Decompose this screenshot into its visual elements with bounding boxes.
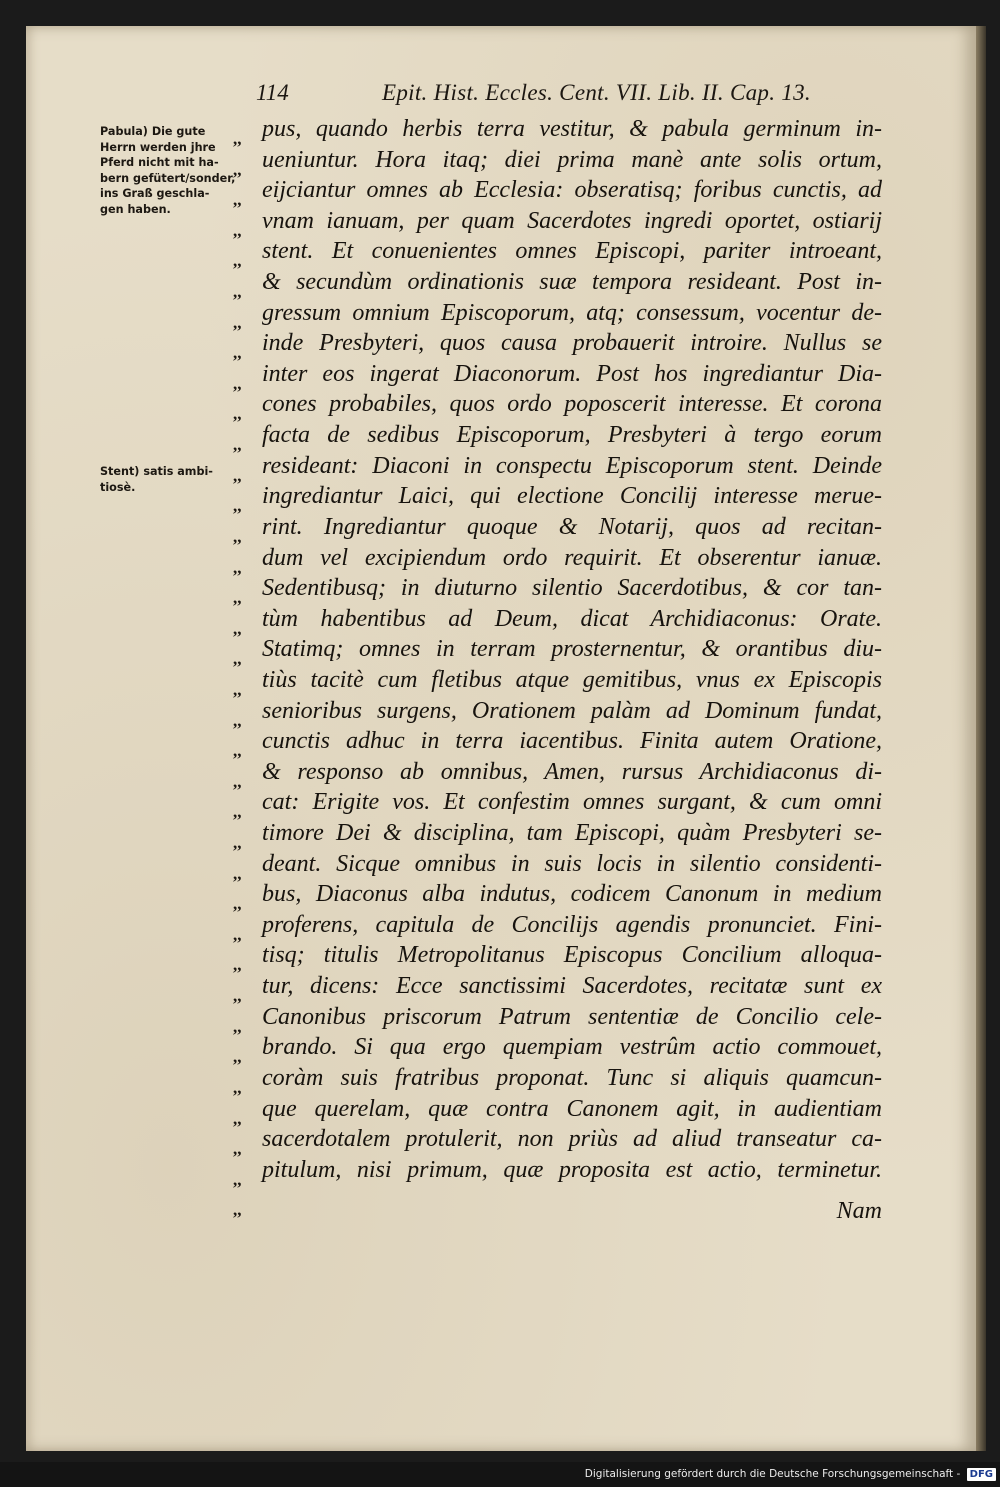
text-line: tur, dicens: Ecce sanctissimi Sacerdotes, recitatæ sunt ex <box>262 973 882 1000</box>
text-line: eijciantur omnes ab Ecclesia: obseratisq; foribus cunctis, ad <box>262 177 882 204</box>
quotation-mark: ,, <box>233 618 242 638</box>
margin-note-line: bern gefütert/sonder, <box>100 171 236 185</box>
text-line: sacerdotalem protulerit, non priùs ad aliud transeatur ca- <box>262 1126 882 1153</box>
quotation-mark: ,, <box>233 220 242 240</box>
quotation-mark: ,, <box>233 710 242 730</box>
text-line: facta de sedibus Episcoporum, Presbyteri à tergo eorum <box>262 422 882 449</box>
quotation-mark: ,, <box>233 404 242 424</box>
quotation-mark: ,, <box>233 129 242 148</box>
digitization-credit <box>560 1468 996 1481</box>
quotation-mark: ,, <box>233 465 242 485</box>
quotation-mark: ,, <box>233 955 242 975</box>
margin-note-pabula <box>100 124 246 218</box>
quotation-mark-column <box>233 124 259 1226</box>
quotation-mark: ,, <box>233 282 242 302</box>
quotation-mark: ,, <box>233 1047 242 1067</box>
margin-note-line: ins Graß geschla- <box>100 187 210 201</box>
text-line: gressum omnium Episcoporum, atq; consessum, vocentur de- <box>262 299 882 326</box>
text-line: Canonibus priscorum Patrum sententiæ de Concilio cele- <box>262 1003 882 1030</box>
quotation-mark: ,, <box>233 986 242 1006</box>
text-line: timore Dei & disciplina, tam Episcopi, quàm Presbyteri se- <box>262 820 882 847</box>
text-line: coràm suis fratribus proponat. Tunc si aliquis quamcun- <box>262 1064 882 1091</box>
quotation-mark: ,, <box>233 190 242 210</box>
text-line: proferens, capitula de Concilijs agendis pronunciet. Fini- <box>262 911 882 938</box>
quotation-mark: ,, <box>233 312 242 332</box>
quotation-mark: ,, <box>233 496 242 516</box>
text-line: stent. Et conuenientes omnes Episcopi, pariter introeant, <box>262 238 882 265</box>
text-line: Sedentibusq; in diuturno silentio Sacerdotibus, & cor tan- <box>262 575 882 602</box>
text-line: inter eos ingerat Diaconorum. Post hos ingrediantur Dia- <box>262 360 882 387</box>
quotation-mark: ,, <box>233 526 242 546</box>
quotation-mark: ,, <box>233 373 242 393</box>
text-line: cunctis adhuc in terra iacentibus. Finita autem Oratione, <box>262 728 882 755</box>
text-line: bus, Diaconus alba indutus, codicem Canonum in medium <box>262 881 882 908</box>
quotation-mark: ,, <box>233 741 242 761</box>
quotation-mark: ,, <box>233 649 242 669</box>
quotation-mark: ,, <box>233 894 242 914</box>
page-edge <box>976 26 986 1451</box>
quotation-mark: ,, <box>233 435 242 455</box>
quotation-mark: ,, <box>233 251 242 271</box>
text-line: tisq; titulis Metropolitanus Episcopus Concilium alloqua- <box>262 942 882 969</box>
quotation-mark: ,, <box>233 1077 242 1097</box>
text-line: resideant: Diaconi in conspectu Episcoporum stent. Deinde <box>262 452 882 479</box>
text-line: tiùs tacitè cum fletibus atque gemitibus, vnus ex Episcopis <box>262 666 882 693</box>
catchword: Nam <box>836 1198 882 1224</box>
text-line: ingrediantur Laici, qui electione Concilij interesse merue- <box>262 483 882 510</box>
text-line: & responso ab omnibus, Amen, rursus Archidiaconus di- <box>262 758 882 785</box>
text-line: cat: Erigite vos. Et confestim omnes surgant, & cum omni <box>262 789 882 816</box>
page-number: 114 <box>256 80 289 105</box>
quotation-mark: ,, <box>233 863 242 883</box>
credit-text: Digitalisierung gefördert durch die Deutsche Forschungsgemeinschaft - <box>584 1468 961 1480</box>
running-title: Epit. Hist. Eccles. Cent. VII. Lib. II. Cap. 13. <box>382 80 811 105</box>
margin-note-line: tiosè. <box>100 480 136 494</box>
text-line: vnam ianuam, per quam Sacerdotes ingredi oportet, ostiarij <box>262 207 882 234</box>
quotation-mark: ,, <box>233 1139 242 1159</box>
quotation-mark: ,, <box>233 802 242 822</box>
text-line: senioribus surgens, Orationem palàm ad Dominum fundat, <box>262 697 882 724</box>
quotation-mark: ,, <box>233 771 242 791</box>
text-line: Statimq; omnes in terram prosternentur, & orantibus diu- <box>262 636 882 663</box>
margin-note-stent <box>100 464 246 495</box>
text-line: rint. Ingrediantur quoque & Notarij, quos ad recitan- <box>262 513 882 540</box>
text-line: dum vel excipiendum ordo requirit. Et obserentur ianuæ. <box>262 544 882 571</box>
quotation-mark: ,, <box>233 679 242 699</box>
text-line: inde Presbyteri, quos causa probauerit introire. Nullus se <box>262 330 882 357</box>
quotation-mark: ,, <box>233 833 242 853</box>
page-header <box>252 80 892 110</box>
quotation-mark: ,, <box>233 1200 242 1220</box>
margin-note-line: Pabula) Die gute <box>100 125 206 138</box>
text-line: deant. Sicque omnibus in suis locis in silentio considenti- <box>262 850 882 877</box>
main-text-block <box>262 114 882 1185</box>
text-line: & secundùm ordinationis suæ tempora resideant. Post in- <box>262 269 882 296</box>
margin-note-line: Pferd nicht mit ha- <box>100 156 219 170</box>
text-line: ueniuntur. Hora itaq; diei prima manè ante solis ortum, <box>262 146 882 173</box>
quotation-mark: ,, <box>233 343 242 363</box>
text-line: cones probabiles, quos ordo poposcerit interesse. Et corona <box>262 391 882 418</box>
quotation-mark: ,, <box>233 924 242 944</box>
quotation-mark: ,, <box>233 1108 242 1128</box>
text-line: pus, quando herbis terra vestitur, & pabula germinum in- <box>262 116 882 142</box>
text-line: que querelam, quæ contra Canonem agit, in audientiam <box>262 1095 882 1122</box>
margin-note-line: Herrn werden jhre <box>100 140 216 154</box>
dfg-logo: DFG <box>967 1468 996 1481</box>
quotation-mark: ,, <box>233 1169 242 1189</box>
margin-note-line: Stent) satis ambi- <box>100 465 213 478</box>
margin-note-line: gen haben. <box>100 202 171 216</box>
quotation-mark: ,, <box>233 1016 242 1036</box>
text-line: brando. Si qua ergo quempiam vestrûm actio commouet, <box>262 1034 882 1061</box>
quotation-mark: ,, <box>233 588 242 608</box>
quotation-mark: ,, <box>233 557 242 577</box>
text-line: pitulum, nisi primum, quæ proposita est actio, terminetur. <box>262 1156 882 1183</box>
text-line: tùm habentibus ad Deum, dicat Archidiaconus: Orate. <box>262 605 882 632</box>
quotation-mark: ,, <box>233 159 242 179</box>
